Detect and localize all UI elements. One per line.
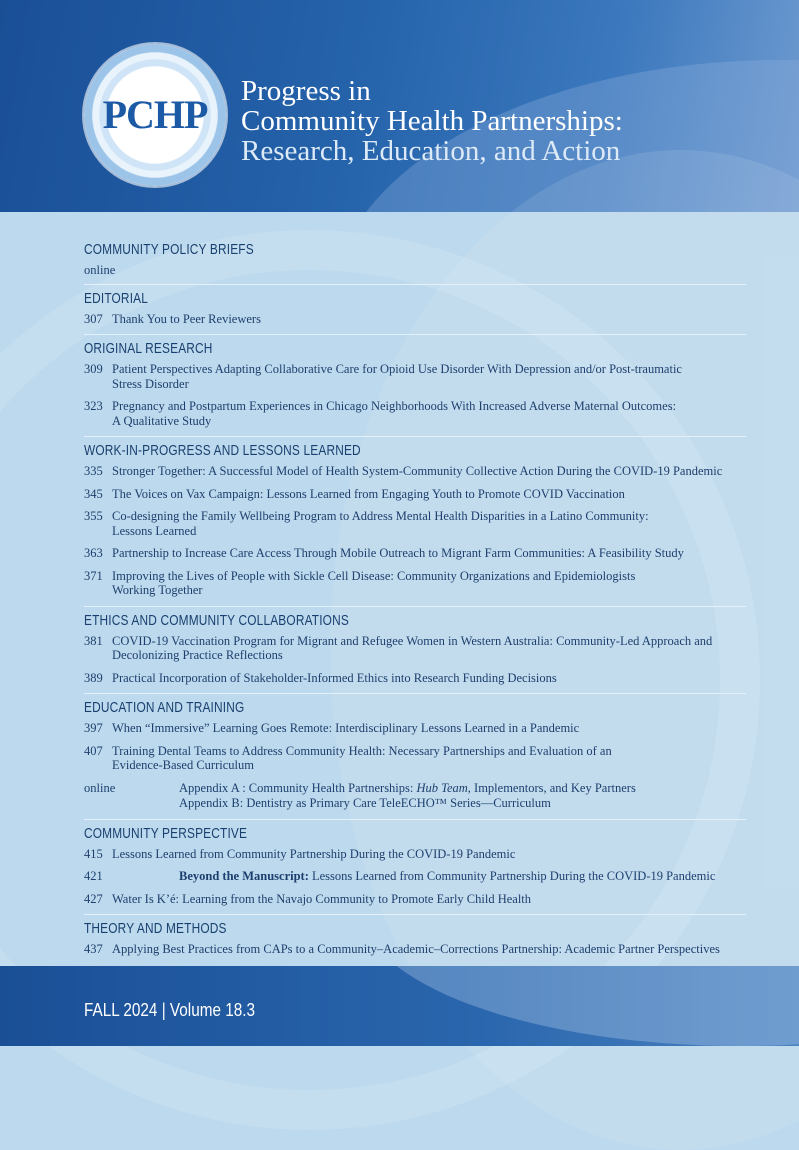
article-title: Training Dental Teams to Address Community Health: Necessary Partnerships and Evaluation of an Evidence-Based Curriculum [112,743,612,772]
article-title: The Voices on Vax Campaign: Lessons Learned from Engaging Youth to Promote COVID Vaccination [112,486,625,501]
section-community-policy-briefs [84,240,746,278]
section-title: THEORY AND METHODS [84,921,227,937]
page-number: 381 [84,633,103,648]
article-title: Co-designing the Family Wellbeing Program to Address Mental Health Disparities in a Latino Community: Lessons Learned [112,509,649,538]
online-label: online [84,780,116,795]
toc-entry[interactable] [84,721,746,736]
page-number: 371 [84,568,103,583]
issue-label: FALL 2024 | Volume 18.3 [84,1000,255,1020]
article-title: Thank You to Peer Reviewers [112,311,261,326]
toc-entry[interactable] [84,362,746,391]
page-number: 389 [84,670,103,685]
section-title: EDUCATION AND TRAINING [84,700,245,716]
toc-entry[interactable] [84,546,746,561]
page-number: 309 [84,362,103,376]
page-number: 415 [84,846,103,861]
article-title: Partnership to Increase Care Access Through Mobile Outreach to Migrant Farm Communities: A Feasibility Study [112,546,684,560]
section-title: COMMUNITY POLICY BRIEFS [84,242,254,258]
toc-entry[interactable] [84,509,746,538]
section-title: COMMUNITY PERSPECTIVE [84,825,248,842]
toc-entry[interactable] [84,487,746,502]
journal-title [241,76,623,166]
section-community-perspective [84,819,746,907]
section-title: ORIGINAL RESEARCH [84,341,213,357]
section-title: ETHICS AND COMMUNITY COLLABORATIONS [84,612,349,629]
appendix-a-italic: Hub Team [416,780,468,795]
section-editorial [84,284,746,327]
logo-text: PCHP [102,92,208,137]
section-work-in-progress [84,436,746,598]
article-title: When “Immersive” Learning Goes Remote: Interdisciplinary Lessons Learned in a Pandemic [112,721,580,735]
toc-entry[interactable] [84,399,746,428]
journal-title-line3: Research, Education, and Action [241,135,621,167]
toc-entry[interactable] [84,869,746,884]
online-note: online [84,263,116,277]
article-title: Water Is K’é: Learning from the Navajo Community to Promote Early Child Health [112,891,532,906]
toc-entry[interactable] [84,847,746,862]
appendix-a-prefix: Appendix A : Community Health Partnerships: [179,780,417,795]
section-education-training [84,693,746,811]
footer-decoration [360,966,799,1046]
journal-title-line1: Progress in [241,75,371,107]
article-title: Improving the Lives of People with Sickle Cell Disease: Community Organizations and Epidemiologists Working Together [112,568,636,597]
table-of-contents [84,240,746,965]
article-title: Patient Perspectives Adapting Collaborative Care for Opioid Use Disorder With Depression and/or Post-traumatic Stress Disorder [112,362,682,391]
toc-entry[interactable] [84,464,746,479]
page-number: 335 [84,464,103,478]
article-title: Practical Incorporation of Stakeholder-Informed Ethics into Research Funding Decisions [112,670,557,685]
toc-entry[interactable] [84,671,746,686]
toc-entry[interactable] [84,892,746,907]
toc-entry[interactable] [84,634,746,663]
toc-entry[interactable] [84,569,746,598]
article-title [179,869,715,884]
toc-entry[interactable] [84,744,746,773]
page-number: 323 [84,399,103,413]
journal-title-line2: Community Health Partnerships: [241,105,623,137]
page-number: 437 [84,942,103,956]
section-title: EDITORIAL [84,290,149,307]
page-number: 397 [84,721,103,735]
section-title: WORK-IN-PROGRESS AND LESSONS LEARNED [84,443,361,459]
article-title: Stronger Together: A Successful Model of Health System-Community Collective Action During the COVID-19 Pandemic [112,464,723,478]
article-title-rest: Lessons Learned from Community Partnership During the COVID-19 Pandemic [308,869,716,883]
page-number: 355 [84,509,103,523]
page-number: 421 [84,869,103,883]
page-number: 345 [84,486,103,501]
page-number: 363 [84,546,103,560]
pchp-logo [84,44,226,186]
toc-entry[interactable] [84,942,746,957]
page-number: 427 [84,891,103,906]
appendix-b: Appendix B: Dentistry as Primary Care TeleECHO™ Series—Curriculum [179,795,551,810]
article-title: Pregnancy and Postpartum Experiences in Chicago Neighborhoods With Increased Adverse Maternal Outcomes: A Qualitative Study [112,399,677,428]
page-number: 307 [84,311,103,326]
article-title: Applying Best Practices from CAPs to a Community–Academic–Corrections Partnership: Academic Partner Perspectives [112,942,720,956]
appendix-a-suffix: , Implementors, and Key Partners [467,780,636,795]
beyond-manuscript-label: Beyond the Manuscript: [179,869,309,883]
article-title: COVID-19 Vaccination Program for Migrant and Refugee Women in Western Australia: Community-Led Approach and Decolonizing Practice Reflections [112,633,713,662]
page-number: 407 [84,743,103,758]
appendix-entry[interactable] [84,781,746,811]
appendix-a [179,781,636,795]
section-theory-methods [84,914,746,957]
cover-footer [0,966,799,1046]
appendix-list [179,781,636,811]
section-original-research [84,334,746,428]
article-title: Lessons Learned from Community Partnership During the COVID-19 Pandemic [112,846,516,861]
toc-entry[interactable] [84,312,746,327]
section-ethics [84,606,746,686]
